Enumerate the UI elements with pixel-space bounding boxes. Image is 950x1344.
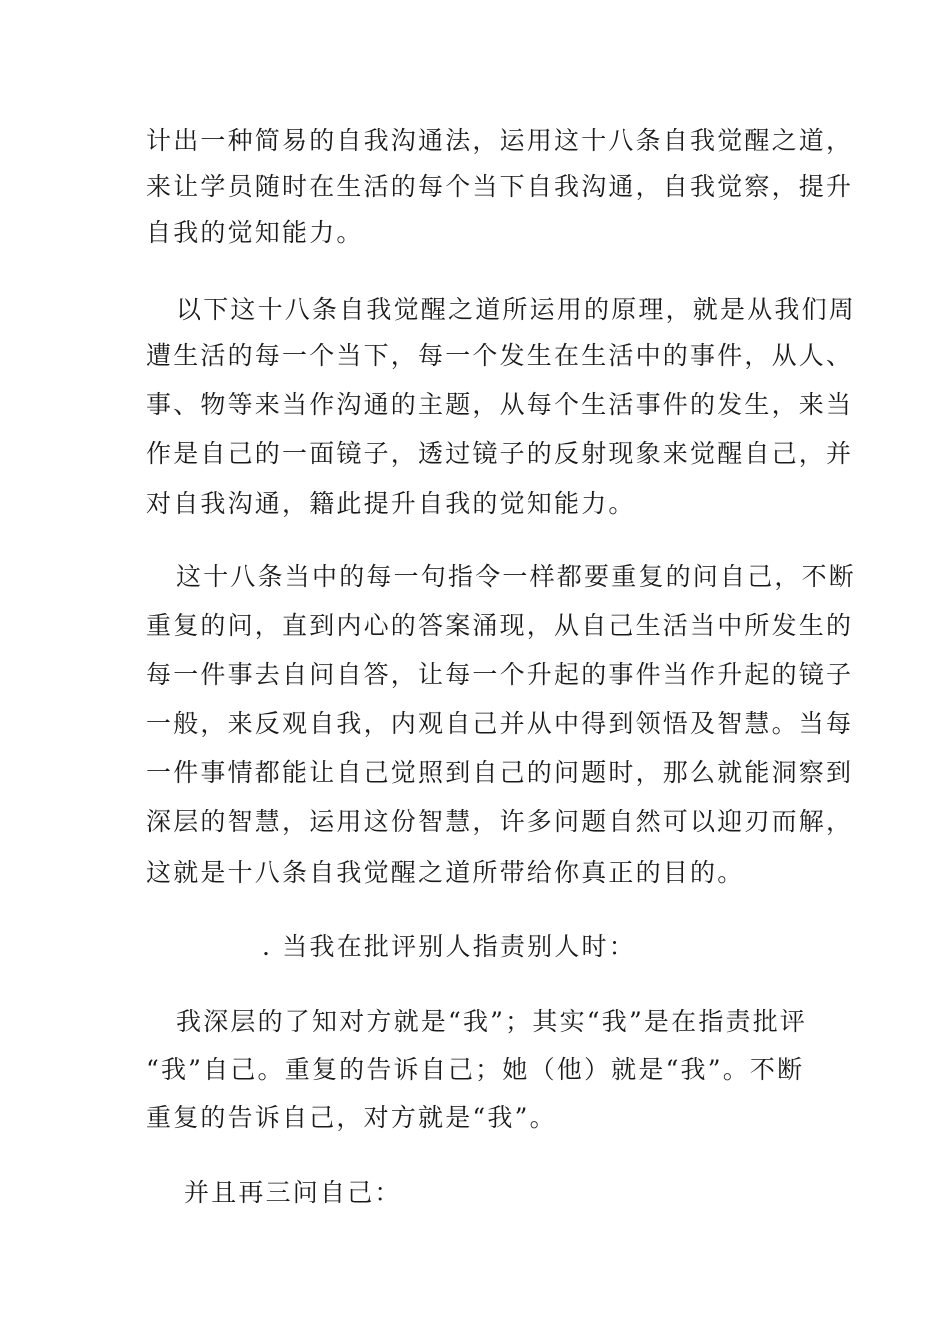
paragraph-1-line-2: 来让学员随时在生活的每个当下自我沟通，自我觉察，提升 [146, 172, 854, 201]
paragraph-3-line-4: 一般，来反观自我，内观自己并从中得到领悟及智慧。当每 [146, 709, 854, 738]
paragraph-4-line-2: “我”自己。重复的告诉自己；她（他）就是“我”。不断 [146, 1055, 805, 1084]
paragraph-1-line-1: 计出一种简易的自我沟通法，运用这十八条自我觉醒之道， [146, 126, 854, 155]
paragraph-2-line-2: 遭生活的每一个当下，每一个发生在生活中的事件，从人、 [146, 341, 854, 370]
paragraph-3-line-3: 每一件事去自问自答，让每一个升起的事件当作升起的镜子 [146, 660, 854, 689]
paragraph-4-line-3: 重复的告诉自己，对方就是“我”。 [146, 1103, 557, 1132]
paragraph-3-line-6: 深层的智慧，运用这份智慧，许多问题自然可以迎刃而解， [146, 807, 854, 836]
paragraph-4-line-1: 我深层的了知对方就是“我”；其实“我”是在指责批评 [176, 1007, 808, 1036]
paragraph-1-line-3: 自我的觉知能力。 [146, 218, 364, 247]
paragraph-5-line-1: 并且再三问自己： [184, 1178, 402, 1207]
paragraph-2-line-3: 事、物等来当作沟通的主题，从每个生活事件的发生，来当 [146, 390, 854, 419]
paragraph-2-line-5: 对自我沟通，籍此提升自我的觉知能力。 [146, 489, 636, 518]
item-heading: . 当我在批评别人指责别人时： [262, 932, 636, 961]
paragraph-2-line-4: 作是自己的一面镜子，透过镜子的反射现象来觉醒自己，并 [146, 439, 854, 468]
paragraph-3-line-5: 一件事情都能让自己觉照到自己的问题时，那么就能洞察到 [146, 758, 854, 787]
paragraph-3-line-1: 这十八条当中的每一句指令一样都要重复的问自己，不断 [176, 562, 857, 591]
paragraph-2-line-1: 以下这十八条自我觉醒之道所运用的原理，就是从我们周 [176, 295, 857, 324]
paragraph-3-line-2: 重复的问，直到内心的答案涌现，从自己生活当中所发生的 [146, 611, 854, 640]
paragraph-3-line-7: 这就是十八条自我觉醒之道所带给你真正的目的。 [146, 858, 745, 887]
